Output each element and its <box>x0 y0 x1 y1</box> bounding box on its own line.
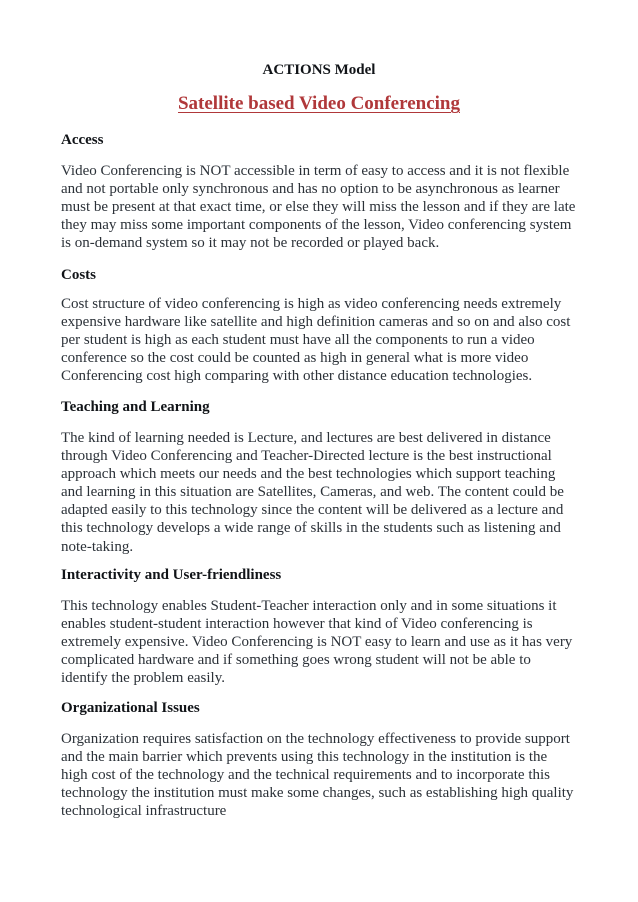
section-heading-costs: Costs <box>61 267 97 283</box>
body-line: Video Conferencing is NOT accessible in term of easy to access and it is not flexible <box>61 163 570 179</box>
body-line: This technology enables Student-Teacher interaction only and in some situations it <box>61 598 557 614</box>
section-body-costs <box>61 295 581 385</box>
body-line: high cost of the technology and the technical requirements and to incorporate this <box>61 767 551 784</box>
body-line: technology the institution must make some changes, such as establishing high quality <box>61 785 574 802</box>
body-line: through Video Conferencing and Teacher-Directed lecture is the best instructional <box>61 448 552 465</box>
section-body-interactivity <box>61 597 581 687</box>
body-line: technological infrastructure <box>61 803 227 820</box>
body-line: is on-demand system so it may not be recorded or played back. <box>61 235 440 252</box>
section-heading-organizational: Organizational Issues <box>61 700 200 716</box>
body-line: adapted easily to this technology since the content will be delivered as a lecture and <box>61 502 564 519</box>
body-line: Cost structure of video conferencing is high as video conferencing needs extremely <box>61 296 562 312</box>
body-line: extremely expensive. Video Conferencing is NOT easy to learn and use as it has very <box>61 634 573 651</box>
body-line: this technology develops a wide range of skills in the students such as listening and <box>61 520 561 537</box>
body-line: and not portable only synchronous and has no option to be asynchronous as learner <box>61 181 560 198</box>
section-body-teaching-learning <box>61 429 581 556</box>
body-line: per student is high as each student must have all the components to run a video <box>61 332 535 349</box>
body-line: Organization requires satisfaction on the technology effectiveness to provide support <box>61 731 570 747</box>
section-body-organizational <box>61 730 581 820</box>
body-line: conference so the cost could be counted as high in general what is more video <box>61 350 529 367</box>
body-line: identify the problem easily. <box>61 670 225 687</box>
section-heading-teaching-learning: Teaching and Learning <box>61 399 210 415</box>
body-line: approach which meets our needs and the best technologies which support teaching <box>61 466 556 483</box>
body-line: note-taking. <box>61 538 134 555</box>
section-heading-interactivity: Interactivity and User-friendliness <box>61 567 282 583</box>
body-line: enables student-student interaction however that kind of Video conferencing is <box>61 616 533 633</box>
body-line: The kind of learning needed is Lecture, and lectures are best delivered in distance <box>61 430 551 446</box>
body-line: expensive hardware like satellite and high definition cameras and so on and also cost <box>61 314 571 331</box>
section-body-access <box>61 162 581 252</box>
body-line: they may miss some important components of the lesson, Video conferencing system <box>61 217 572 234</box>
body-line: complicated hardware and if something goes wrong student will not be able to <box>61 652 531 669</box>
body-line: Conferencing cost high comparing with other distance education technologies. <box>61 368 533 385</box>
body-line: must be present at that exact time, or else they will miss the lesson and if they are late <box>61 199 576 216</box>
body-line: and the main barrier which prevents using this technology in the institution is the <box>61 749 548 766</box>
section-heading-access: Access <box>61 132 104 148</box>
body-line: and learning in this situation are Satellites, Cameras, and web. The content could be <box>61 484 564 501</box>
document-title: ACTIONS Model <box>262 62 376 78</box>
document-subtitle: Satellite based Video Conferencing <box>177 93 460 114</box>
